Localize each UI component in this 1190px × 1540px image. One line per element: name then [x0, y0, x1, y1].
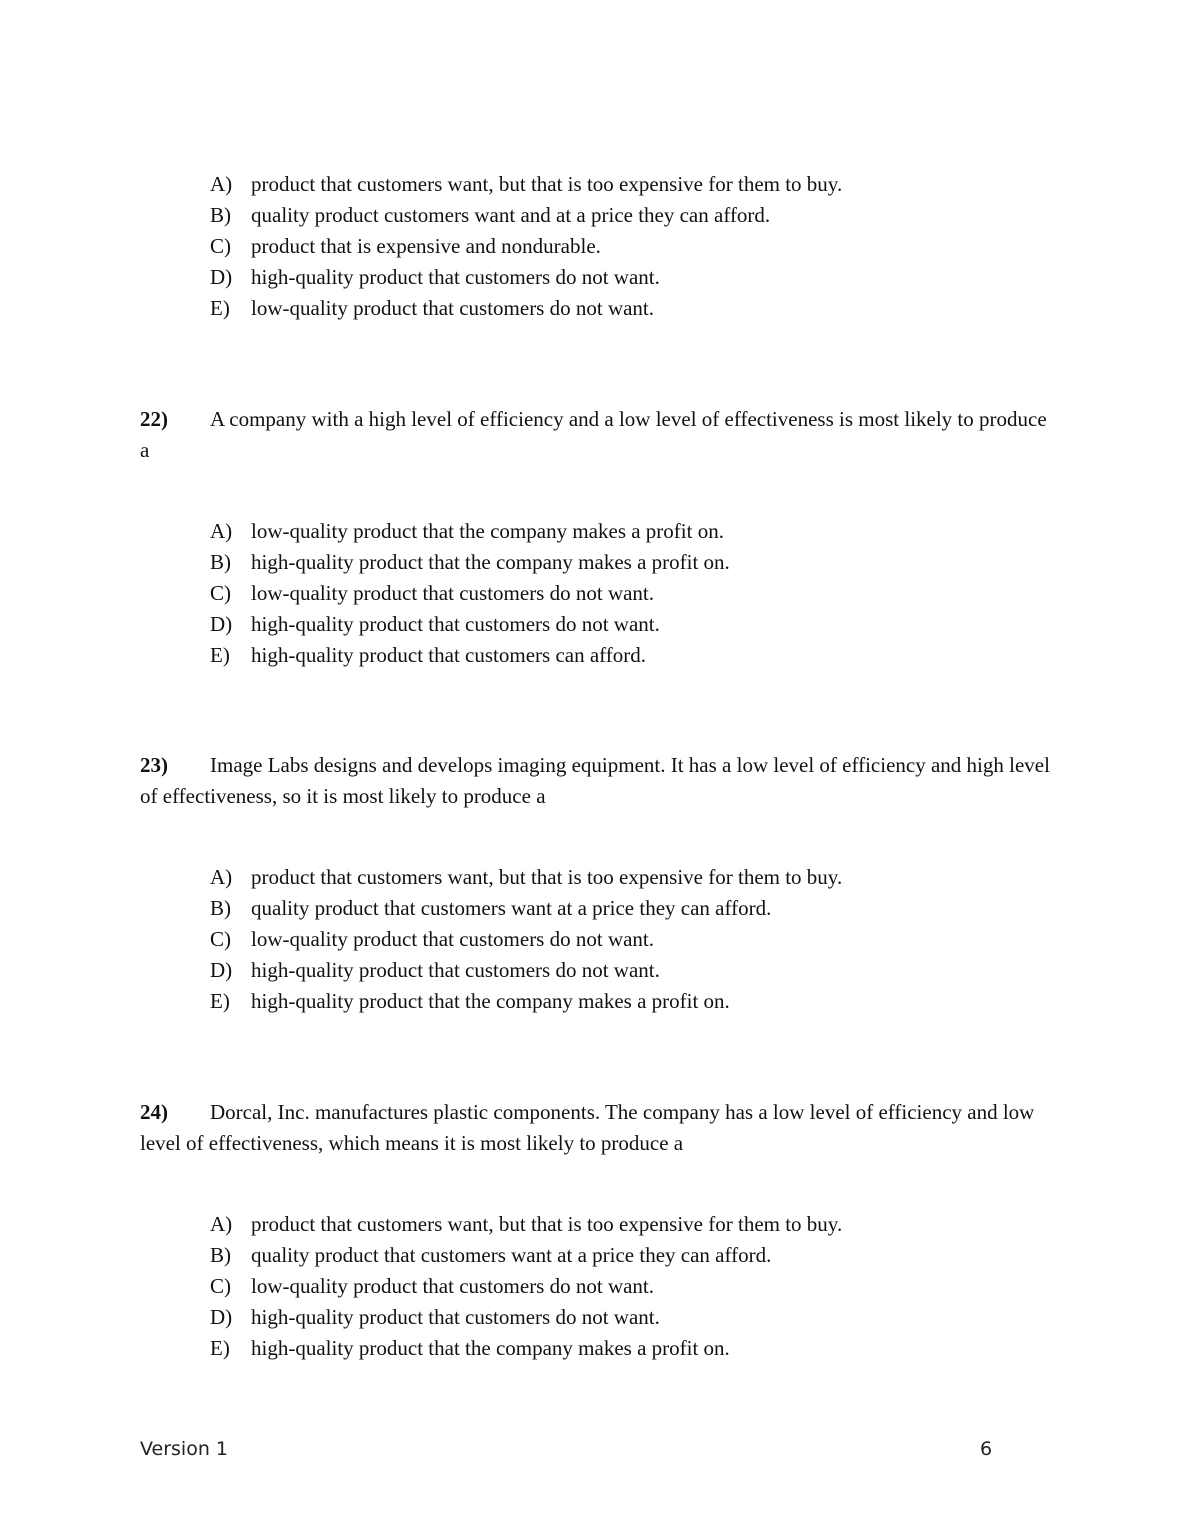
question-24: [140, 1097, 1060, 1159]
option-text: high-quality product that customers do not want.: [251, 265, 660, 289]
question-text: A company with a high level of efficiency and a low level of effectiveness is most likely to produce a: [140, 407, 1047, 462]
option-letter: D): [210, 958, 233, 982]
question-text: Image Labs designs and develops imaging equipment. It has a low level of efficiency and high level of effectiveness, so it is most likely to produce a: [140, 753, 1050, 808]
option-d: [210, 1302, 842, 1333]
option-e: [210, 986, 842, 1017]
option-text: high-quality product that the company makes a profit on.: [251, 550, 730, 574]
option-text: low-quality product that customers do not want.: [251, 1274, 655, 1298]
option-text: high-quality product that customers can afford.: [251, 643, 647, 667]
options-list-23: [210, 862, 842, 1017]
option-a: [210, 1209, 842, 1240]
option-c: [210, 924, 842, 955]
option-letter: B): [210, 1243, 231, 1267]
option-text: high-quality product that the company makes a profit on.: [251, 1336, 730, 1360]
question-number: 22): [140, 407, 168, 431]
question-22: [140, 404, 1060, 466]
option-letter: D): [210, 612, 233, 636]
option-text: quality product that customers want at a price they can afford.: [251, 1243, 772, 1267]
option-e: [210, 293, 842, 324]
option-c: [210, 231, 842, 262]
option-text: high-quality product that the company makes a profit on.: [251, 989, 730, 1013]
option-text: high-quality product that customers do not want.: [251, 958, 660, 982]
option-text: low-quality product that customers do not want.: [251, 581, 655, 605]
option-letter: E): [210, 296, 230, 320]
option-d: [210, 609, 730, 640]
options-list-24: [210, 1209, 842, 1364]
option-letter: C): [210, 927, 231, 951]
question-number: 23): [140, 753, 168, 777]
option-letter: A): [210, 1212, 233, 1236]
question-text: Dorcal, Inc. manufactures plastic components. The company has a low level of efficiency and low level of effectiveness, which means it is most likely to produce a: [140, 1100, 1035, 1155]
question-number: 24): [140, 1100, 168, 1124]
option-letter: B): [210, 550, 231, 574]
option-letter: A): [210, 172, 233, 196]
option-letter: B): [210, 896, 231, 920]
option-text: low-quality product that the company makes a profit on.: [251, 519, 724, 543]
option-text: high-quality product that customers do not want.: [251, 1305, 660, 1329]
option-text: product that customers want, but that is too expensive for them to buy.: [251, 1212, 843, 1236]
option-letter: E): [210, 1336, 230, 1360]
option-text: product that customers want, but that is too expensive for them to buy.: [251, 172, 843, 196]
option-a: [210, 516, 730, 547]
options-list-22: [210, 516, 730, 671]
option-e: [210, 1333, 842, 1364]
option-c: [210, 1271, 842, 1302]
options-list-21: [210, 169, 842, 324]
option-text: product that customers want, but that is too expensive for them to buy.: [251, 865, 843, 889]
option-letter: E): [210, 643, 230, 667]
option-letter: A): [210, 519, 233, 543]
option-e: [210, 640, 730, 671]
option-a: [210, 169, 842, 200]
option-letter: D): [210, 1305, 233, 1329]
option-b: [210, 1240, 842, 1271]
option-letter: C): [210, 1274, 231, 1298]
option-letter: C): [210, 234, 231, 258]
option-letter: A): [210, 865, 233, 889]
footer-version: Version 1: [140, 1438, 228, 1460]
option-c: [210, 578, 730, 609]
option-text: quality product customers want and at a price they can afford.: [251, 203, 771, 227]
option-letter: E): [210, 989, 230, 1013]
option-b: [210, 893, 842, 924]
option-letter: D): [210, 265, 233, 289]
option-d: [210, 955, 842, 986]
option-text: low-quality product that customers do not want.: [251, 927, 655, 951]
option-b: [210, 547, 730, 578]
option-text: product that is expensive and nondurable.: [251, 234, 601, 258]
option-text: low-quality product that customers do not want.: [251, 296, 655, 320]
option-text: quality product that customers want at a price they can afford.: [251, 896, 772, 920]
option-d: [210, 262, 842, 293]
option-b: [210, 200, 842, 231]
page-number: 6: [980, 1438, 993, 1460]
option-text: high-quality product that customers do not want.: [251, 612, 660, 636]
question-23: [140, 750, 1060, 812]
option-letter: C): [210, 581, 231, 605]
option-a: [210, 862, 842, 893]
option-letter: B): [210, 203, 231, 227]
